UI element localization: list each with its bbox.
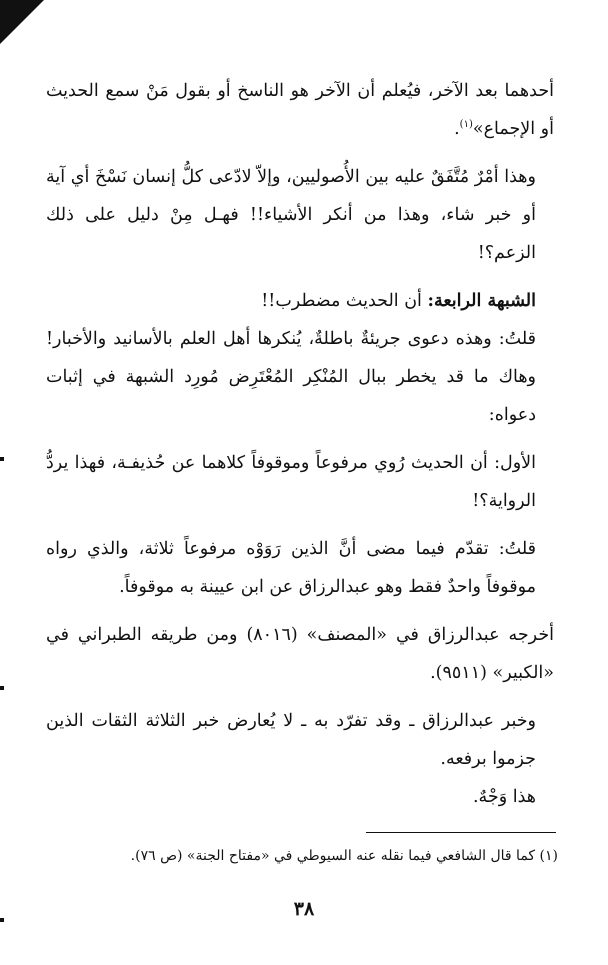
page-corner-mark [0, 0, 44, 44]
footnote-ref: (١) [459, 119, 473, 131]
paragraph-8: وخبر عبدالرزاق ـ وقد تفرّد به ـ لا يُعارض خبر الثلاثة الثقات الذين جزموا برفعه. [46, 711, 536, 769]
footnote-separator [366, 832, 556, 833]
paragraph-3 [46, 282, 554, 320]
margin-mark [0, 457, 4, 461]
label-qultu: قلتُ: [498, 329, 536, 349]
paragraph-7: أخرجه عبدالرزاق في «المصنف» (٨٠١٦) ومن طريقه الطبراني في «الكبير» (٩٥١١). [46, 625, 555, 683]
label-shubha: الشبهة الرابعة: [427, 291, 536, 311]
paragraph-1-end: . [454, 119, 460, 139]
label-awwal: الأول: [494, 453, 536, 473]
paragraph-2: وهذا أمْرٌ مُتَّفَقٌ عليه بين الأُصوليين، وإلاّ لادّعى كلُّ إنسان نَسْخَ أي آية أو خبر شاء، وهذا من أنكر الأشياء!! فهـل مِنْ دليل على ذلك الزعم؟! [46, 167, 536, 263]
paragraph-6 [46, 530, 554, 606]
label-qultu-2: قلتُ: [498, 539, 536, 559]
footnote: (١) كما قال الشافعي فيما نقله عنه السيوطي في «مفتاح الجنة» (ص ٧٦). [130, 848, 558, 864]
paragraph-9: هذا وَجْهٌ. [472, 787, 536, 807]
page-body [46, 72, 554, 816]
paragraph-4 [46, 320, 554, 434]
paragraph-1 [46, 72, 554, 148]
paragraph-6-text: تقدّم فيما مضى أنَّ الذين رَوَوْه مرفوعاً ثلاثة، والذي رواه موقوفاً واحدٌ فقط وهو عبدالرزاق عن ابن عيينة به موقوفاً. [46, 539, 536, 597]
paragraph-4-text: وهذه دعوى جريئةٌ باطلةٌ، يُنكرها أهل العلم بالأسانيد والأخبار! وهاك ما قد يخطر ببال المُنْكِر المُعْتَرِض مُورِد الشبهة في إثبات دعواه: [46, 329, 536, 425]
paragraph-5 [46, 444, 554, 520]
paragraph-1-text: أحدهما بعد الآخر، فيُعلم أن الآخر هو الناسخ أو بقول مَنْ سمع الحديث أو الإجماع» [46, 81, 554, 139]
page-number: ٣٨ [293, 898, 315, 920]
paragraph-5-text: أن الحديث رُوي مرفوعاً وموقوفاً كلاهما عن حُذيفـة، فهذا يردُّ الرواية؟! [46, 453, 536, 511]
margin-mark [0, 686, 4, 690]
paragraph-3-text: أن الحديث مضطرب!! [261, 291, 422, 311]
